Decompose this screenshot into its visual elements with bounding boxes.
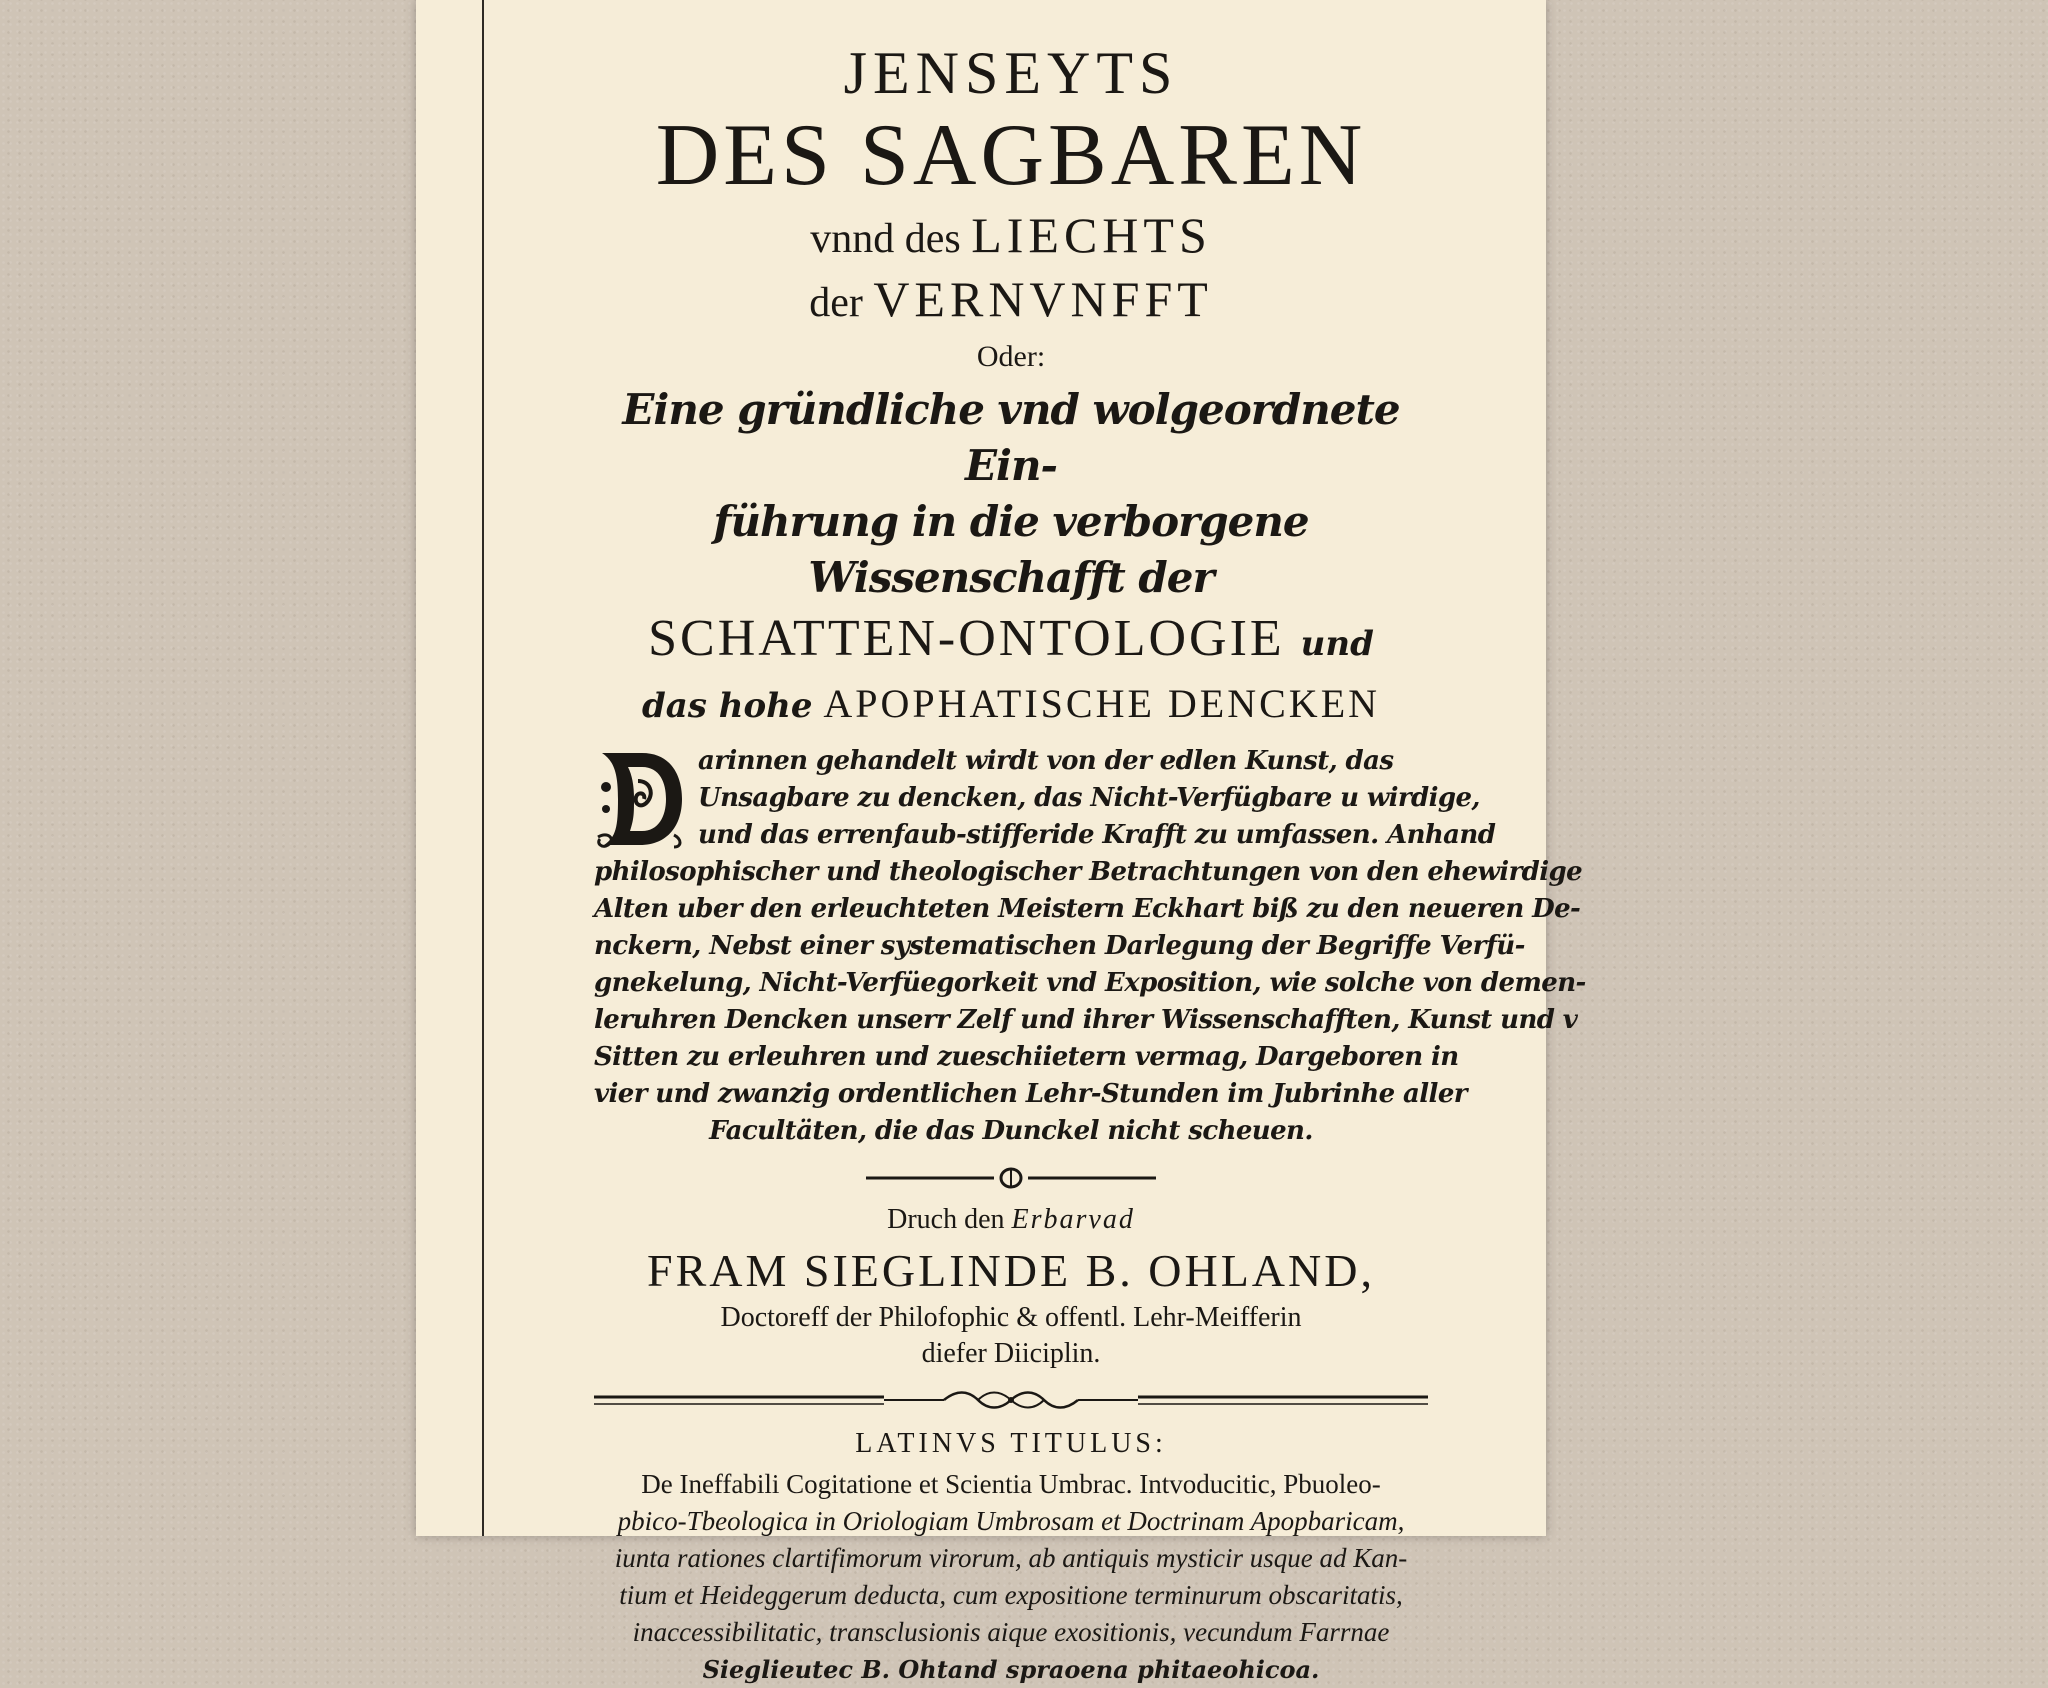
latin-line: pbico-Tbeologica in Oriologiam Umbrosam et Doctrinam Apopbaricam, <box>617 1506 1405 1536</box>
body-line: gnekelung, Nicht-Verfüegorkeit vnd Exposition, wie solche von demen- <box>594 968 1586 998</box>
body-line: arinnen gehandelt wirdt von der edlen Kunst, das <box>698 746 1394 776</box>
latin-line: tium et Heideggerum deducta, cum expositione terminurum obscaritatis, <box>619 1580 1403 1610</box>
subtitle-line-2: führung in die verborgene Wissenschafft der <box>713 497 1309 602</box>
byline-prefix-text: Druch den <box>887 1204 1005 1235</box>
subtitle-line-4-caps: APOPHATISCHE DENCKEN <box>823 681 1381 726</box>
ornamental-initial-d-icon <box>594 747 686 851</box>
byline-prefix <box>594 1198 1428 1242</box>
latin-line: inaccessibilitatic, transclusionis aique exositionis, vecundum Farrnae <box>632 1617 1390 1647</box>
latin-heading: LATINVS TITULUS: <box>855 1428 1167 1459</box>
body-line: Sitten zu erleuhren und zueschiietern vermag, Dargeboren in <box>594 1042 1459 1072</box>
body-line: nckern, Nebst einer systematischen Darlegung der Begriffe Verfü- <box>594 931 1525 961</box>
body-line: leruhren Dencken unserr Zelf und ihrer Wissenschafften, Kunst und v <box>594 1005 1578 1035</box>
author-name: FRAM SIEGLINDE B. OHLAND, <box>647 1245 1375 1296</box>
byline-prefix-italic: Erbarvad <box>1011 1204 1135 1235</box>
title-line-2: DES SAGBAREN <box>655 107 1367 204</box>
margin-rule <box>482 0 484 1536</box>
double-ornamental-rule-icon <box>594 1388 1428 1414</box>
title-line-3 <box>594 204 1428 270</box>
title-page-content <box>594 36 1586 1688</box>
latin-line: Sieglieutec B. Ohtand spraoena phitaeohicoa. <box>702 1655 1320 1684</box>
body-line: vier und zwanzig ordentlichen Lehr-Stunden im Jubrinhe aller <box>594 1079 1467 1109</box>
latin-line: De Ineffabili Cogitatione et Scientia Umbrac. Intvoducitic, Pbuoleo- <box>641 1469 1381 1499</box>
body-line: Alten uber den erleuchteten Meistern Eckhart biß zu den neueren De- <box>594 894 1581 924</box>
body-line: Unsagbare zu dencken, das Nicht-Verfügbare u wirdige, <box>698 783 1480 813</box>
subtitle-line-3 <box>594 606 1428 677</box>
subtitle-line-1: Eine gründliche vnd wolgeordnete Ein- <box>622 385 1400 490</box>
title-line-4-small: der <box>809 280 863 326</box>
oder-line: Oder: <box>976 340 1046 373</box>
title-line-4-caps: VERNVNFFT <box>873 271 1213 327</box>
subtitle-line-3-caps: SCHATTEN-ONTOLOGIE <box>648 610 1285 667</box>
ornamental-rule-icon <box>866 1166 1156 1190</box>
title-line-1: JENSEYTS <box>843 40 1179 106</box>
subtitle-line-4-small: das hohe <box>641 686 813 726</box>
title-line-3-small: vnnd des <box>810 216 961 262</box>
author-affiliation-2: diefer Diiciplin. <box>921 1338 1101 1369</box>
body-line: philosophischer und theologischer Betrachtungen von den ehewirdige <box>594 857 1583 887</box>
title-line-4 <box>594 270 1428 332</box>
body-text-block <box>594 743 1586 1150</box>
author-affiliation-1: Doctoreff der Philofophic & offentl. Lehr-Meifferin <box>720 1302 1302 1333</box>
subtitle-line-4 <box>594 677 1428 733</box>
subtitle-line-3-small: und <box>1300 624 1374 664</box>
body-line: Facultäten, die das Dunckel nicht scheuen. <box>709 1116 1313 1146</box>
body-line: und das errenfaub-stifferide Krafft zu umfassen. Anhand <box>698 820 1496 850</box>
title-line-3-caps: LIECHTS <box>971 207 1212 263</box>
latin-line: iunta rationes clartifimorum virorum, ab antiquis mysticir usque ad Kan- <box>614 1543 1408 1573</box>
